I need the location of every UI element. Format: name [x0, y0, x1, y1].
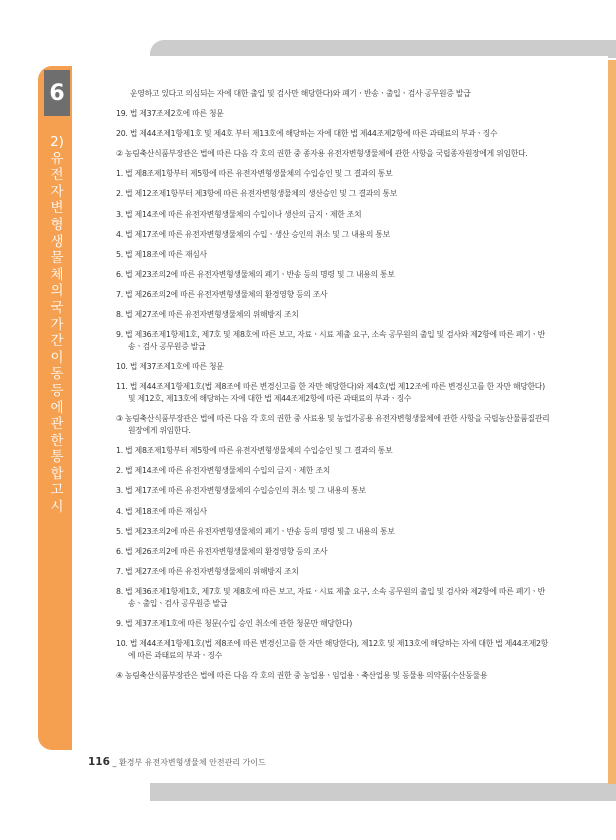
footer-title: 환경부 유전자변형생물체 안전관리 가이드: [119, 758, 266, 767]
list-item: 10. 법 제44조제1항제1호(법 제8조에 따른 변경신고를 한 자만 해당한다), 제12호 및 제13호에 해당하는 자에 대한 법 제44조제2항에 따른 과태료의 부과ㆍ징수: [116, 638, 549, 660]
list-item: 2. 법 제12조제1항부터 제3항에 따른 유전자변형생물체의 생산승인 및 그 결과의 통보: [116, 189, 398, 199]
list-item: 9. 법 제37조제1호에 따른 청문(수입 승인 취소에 관한 청문만 해당한다): [116, 618, 353, 628]
list-item: 10. 법 제37조제1호에 따른 청문: [116, 362, 224, 372]
list-item: 7. 법 제27조에 따른 유전자변형생물체의 위해방지 조치: [116, 566, 299, 576]
list-item: ③ 농림축산식품부장관은 법에 따른 다음 각 호의 권한 중 사료용 및 농업가공용 유전자변형생물체에 관한 사항을 국립농산물품질관리원장에게 위임한다.: [116, 414, 550, 436]
list-item: 8. 법 제27조에 따른 유전자변형생물체의 위해방지 조치: [116, 310, 299, 320]
list-item: ④ 농림축산식품부장관은 법에 따른 다음 각 호의 권한 중 농업용ㆍ임업용ㆍ축산업용 및 동물용 의약품(수산동물용: [116, 670, 488, 680]
list-item: 3. 법 제14조에 따른 유전자변형생물체의 수입이나 생산의 금지ㆍ제한 조치: [116, 209, 362, 219]
document-content: [116, 88, 552, 690]
list-item: 6. 법 제23조의2에 따른 유전자변형생물체의 폐기ㆍ반송 등의 명령 및 그 내용의 통보: [116, 269, 395, 279]
continued-paragraph: 운영하고 있다고 의심되는 자에 대한 출입 및 검사만 해당한다)와 폐기ㆍ반송ㆍ출입ㆍ검사 공무원증 발급: [130, 89, 471, 98]
list-item: 5. 법 제18조에 따른 재심사: [116, 249, 207, 259]
page-number: 116: [88, 756, 110, 768]
list-item: 1. 법 제8조제1항부터 제5항에 따른 유전자변형생물체의 수입승인 및 그 결과의 통보: [116, 446, 393, 456]
list-item: 7. 법 제26조의2에 따른 유전자변형생물체의 환경영향 등의 조사: [116, 289, 328, 299]
list-item: 2. 법 제14조에 따른 유전자변형생물체의 수입의 금지ㆍ제한 조치: [116, 466, 331, 476]
list-item: 11. 법 제44조제1항제1호(법 제8조에 따른 변경신고를 한 자만 해당한다)와 제4호(법 제12조에 따른 변경신고를 한 자만 해당한다) 및 제12호, 제13호에 해당하는 자에 대한 법 제44조제2항에 따른 과태료의 부과ㆍ징수: [116, 382, 545, 404]
right-edge-strip: [608, 60, 616, 784]
list-item: 5. 법 제23조의2에 따른 유전자변형생물체의 폐기ㆍ반송 등의 명령 및 그 내용의 통보: [116, 526, 395, 536]
bottom-frame-bar: [150, 783, 616, 801]
list-item: 3. 법 제17조에 따른 유전자변형생물체의 수입승인의 취소 및 그 내용의 통보: [116, 486, 366, 496]
list-item: 8. 법 제36조제1항제1호, 제7호 및 제8호에 따른 보고, 자료ㆍ시료 제출 요구, 소속 공무원의 출입 및 검사와 제2항에 따른 폐기ㆍ반송ㆍ출입ㆍ검사 공무원증 발급: [116, 586, 545, 608]
list-item: 9. 법 제36조제1항제1호, 제7호 및 제8호에 따른 보고, 자료ㆍ시료 제출 요구, 소속 공무원의 출입 및 검사와 제2항에 따른 폐기ㆍ반송ㆍ검사 공무원증 발급: [116, 330, 545, 352]
chapter-number: 6: [44, 70, 70, 116]
page-footer: [88, 756, 266, 768]
list-item: 4. 법 제18조에 따른 재심사: [116, 506, 207, 516]
list-item: 6. 법 제26조의2에 따른 유전자변형생물체의 환경영향 등의 조사: [116, 546, 328, 556]
list-item: 1. 법 제8조제1항부터 제5항에 따른 유전자변형생물체의 수입승인 및 그 결과의 통보: [116, 169, 393, 179]
list-item: 19. 법 제37조제2호에 따른 청문: [116, 109, 224, 119]
section-title: 2) 유전자변형생물체의 국가간 이동 등에 관한 통합고시: [50, 134, 64, 516]
list-item: 20. 법 제44조제1항제1호 및 제4호 부터 제13호에 해당하는 자에 대한 법 제44조제2항에 따른 과태료의 부과ㆍ징수: [116, 129, 498, 139]
list-item: 4. 법 제17조에 따른 유전자변형생물체의 수입ㆍ생산 승인의 취소 및 그 내용의 통보: [116, 229, 390, 239]
list-item: ② 농림축산식품부장관은 법에 따른 다음 각 호의 권한 중 종자용 유전자변형생물체에 관한 사항을 국립종자원장에게 위임한다.: [116, 149, 528, 159]
footer-separator: _: [112, 758, 117, 767]
